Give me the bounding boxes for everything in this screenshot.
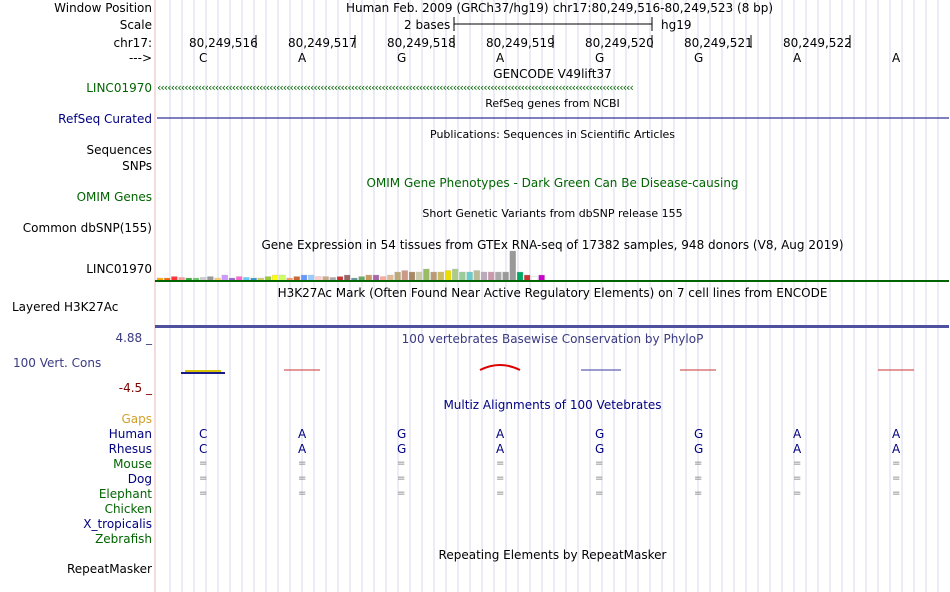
alignment-base: G [595,442,605,456]
gtex-tissue-bar [495,272,501,281]
alignment-base: A [496,442,505,456]
ruler-base: A [496,51,505,65]
alignment-base: A [793,442,802,456]
alignment-base: = [496,458,505,469]
alignment-base: = [892,473,901,484]
alignment-base: = [199,473,208,484]
gtex-tissue-bar [438,272,444,281]
alignment-base: = [595,473,604,484]
dbsnp-track-label[interactable]: Common dbSNP(155) [22,221,152,235]
dbsnp-track-title: Short Genetic Variants from dbSNP release 155 [422,207,683,220]
window-position-label: Window Position [54,1,152,15]
alignment-base: G [595,427,605,441]
alignment-base: A [892,427,901,441]
scale-text: 2 bases [404,18,451,32]
alignment-base: = [595,458,604,469]
gtex-tissue-bar [416,272,422,281]
gtex-tissue-bar [474,271,480,282]
alignment-base: = [892,458,901,469]
alignment-base: = [397,473,406,484]
ruler-base: A [298,51,307,65]
alignment-base: = [397,488,406,499]
h3k27ac-track-title: H3K27Ac Mark (Often Found Near Active Regulatory Elements) on 7 cell lines from ENCODE [277,286,828,300]
species-label[interactable]: Elephant [98,487,152,501]
h3k27ac-track-label[interactable]: Layered H3K27Ac [12,300,119,314]
alignment-base: = [595,488,604,499]
alignment-base: = [298,473,307,484]
phylop-max-label: 4.88 _ [115,331,152,345]
ruler-base: A [892,51,901,65]
alignment-base: A [298,427,307,441]
alignment-base: = [793,488,802,499]
ruler-position-label: 80,249,520 [585,36,654,50]
gtex-tissue-bar [395,272,401,281]
build-text: hg19 [661,18,692,32]
alignment-base: C [199,442,208,456]
gtex-tissue-bar [445,271,451,282]
gtex-tissue-bar [452,269,458,281]
alignment-base: A [298,442,307,456]
gtex-tissue-bar [510,251,516,281]
gtex-tissue-bar [488,272,494,281]
strand-arrow-label: ---> [128,51,152,65]
alignment-base: = [496,473,505,484]
alignment-base: = [199,488,208,499]
alignment-base: G [694,442,704,456]
alignment-base: = [694,458,703,469]
species-label[interactable]: Dog [127,472,152,486]
ruler-position-label: 80,249,522 [783,36,852,50]
alignment-base: = [793,458,802,469]
species-label[interactable]: Human [108,427,152,441]
alignment-base: A [793,427,802,441]
ruler-base: A [793,51,802,65]
alignment-base: = [694,473,703,484]
gtex-tissue-bar [517,272,523,281]
alignment-base: G [694,427,704,441]
ruler-base: G [694,51,704,65]
alignment-base: = [694,488,703,499]
publications-track-title: Publications: Sequences in Scientific Articles [430,128,675,141]
gtex-tissue-bar [467,272,473,281]
multiz-track-title: Multiz Alignments of 100 Vetebrates [443,398,662,412]
chrom-label: chr17: [113,36,152,50]
gtex-tissue-bar [423,269,429,281]
gene-strand-glyphs[interactable]: ‹‹‹‹‹‹‹‹‹‹‹‹‹‹‹‹‹‹‹‹‹‹‹‹‹‹‹‹‹‹‹‹‹‹‹‹‹‹‹‹‹‹‹‹‹‹‹‹‹‹‹‹‹‹‹‹‹‹‹‹‹‹‹‹‹‹‹‹‹‹‹‹‹‹‹‹‹‹‹‹‹‹‹‹‹‹‹‹‹‹‹‹‹‹‹‹‹‹‹‹‹‹‹‹‹‹‹‹‹‹‹‹‹‹‹‹‹‹‹‹‹‹‹‹‹‹‹‹‹‹‹‹‹‹‹‹‹‹‹‹ [157,81,633,94]
scale-label: Scale [119,18,152,32]
omim-track-title: OMIM Gene Phenotypes - Dark Green Can Be Disease-causing [366,176,739,190]
gtex-track-label[interactable]: LINC01970 [86,262,152,276]
gaps-label[interactable]: Gaps [121,412,152,426]
alignment-base: = [199,458,208,469]
alignment-base: = [298,458,307,469]
gtex-tissue-bar [459,272,465,281]
snps-track-label[interactable]: SNPs [122,159,152,173]
species-label[interactable]: X_tropicalis [83,517,152,531]
species-label[interactable]: Chicken [104,502,152,516]
alignment-base: A [892,442,901,456]
phylop-min-label: -4.5 _ [118,381,152,395]
phylop-peak [480,365,520,370]
ruler-position-label: 80,249,518 [387,36,456,50]
gtex-tissue-bar [503,272,509,281]
alignment-base: = [496,488,505,499]
phylop-track-title: 100 vertebrates Basewise Conservation by PhyloP [401,332,704,346]
ruler-position-label: 80,249,516 [189,36,258,50]
gtex-tissue-bar [409,272,415,281]
alignment-base: = [793,473,802,484]
gtex-tissue-bar [431,272,437,281]
ruler-base: G [595,51,605,65]
alignment-base: A [496,427,505,441]
position-text: chr17:80,249,516-80,249,523 (8 bp) [553,1,774,15]
ruler-position-label: 80,249,521 [684,36,753,50]
alignment-base: = [397,458,406,469]
alignment-base: = [892,488,901,499]
assembly-text: Human Feb. 2009 (GRCh37/hg19) [346,1,549,15]
refseq-track-label[interactable]: RefSeq Curated [58,112,152,126]
alignment-base: G [397,427,407,441]
gencode-track-title: GENCODE V49lift37 [493,67,612,81]
ruler-base: G [397,51,407,65]
gtex-track-title: Gene Expression in 54 tissues from GTEx RNA-seq of 17382 samples, 948 donors (V8, Aug 2019) [261,238,844,252]
repeatmasker-track-title: Repeating Elements by RepeatMasker [438,548,667,562]
publications-track-label[interactable]: Sequences [86,143,152,157]
ruler-base: C [199,51,208,65]
repeatmasker-track-label[interactable]: RepeatMasker [66,562,152,576]
omim-track-label[interactable]: OMIM Genes [76,190,152,204]
phylop-track-label[interactable]: 100 Vert. Cons [13,356,102,370]
gtex-tissue-bar [481,272,487,281]
species-label[interactable]: Mouse [113,457,152,471]
gencode-track-label[interactable]: LINC01970 [86,81,152,95]
species-label[interactable]: Rhesus [108,442,152,456]
ruler-position-label: 80,249,519 [486,36,555,50]
alignment-base: = [298,488,307,499]
alignment-base: C [199,427,208,441]
ruler-position-label: 80,249,517 [288,36,357,50]
alignment-base: G [397,442,407,456]
gtex-tissue-bar [402,271,408,282]
refseq-track-title: RefSeq genes from NCBI [485,97,620,110]
species-label[interactable]: Zebrafish [95,532,152,546]
